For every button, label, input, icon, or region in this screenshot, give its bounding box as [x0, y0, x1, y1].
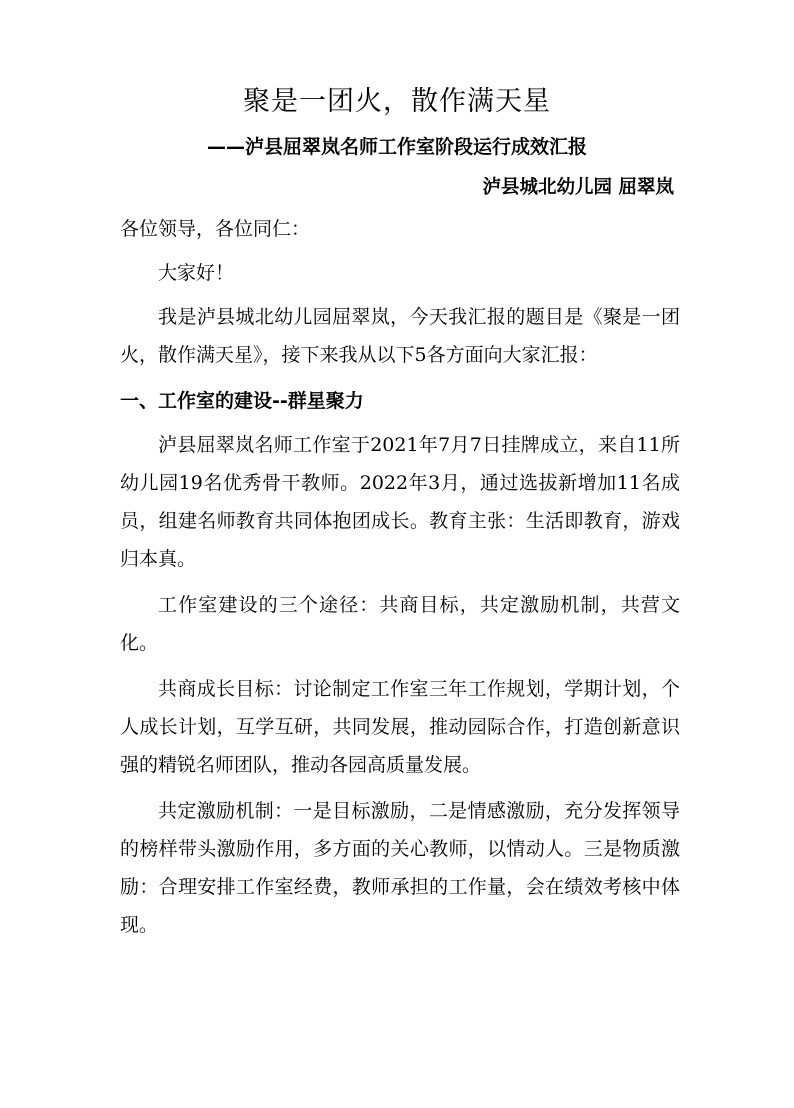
section1-paragraph-4: 共定激励机制：一是目标激励，二是情感激励，充分发挥领导的榜样带头激励作用，多方面的关心教师，以情动人。三是物质激励：合理安排工作室经费，教师承担的工作量，会在绩效考核中体现。 [120, 800, 680, 936]
section1-paragraph-2: 工作室建设的三个途径：共商目标，共定激励机制，共营文化。 [120, 594, 680, 654]
greeting: 大家好！ [158, 262, 235, 284]
section1-paragraph-3: 共商成长目标：讨论制定工作室三年工作规划，学期计划，个人成长计划，互学互研，共同发展，推动园际合作，打造创新意识强的精锐名师团队，推动各园高质量发展。 [120, 678, 680, 776]
document-title: 聚是一团火，散作满天星 [243, 86, 551, 117]
intro-paragraph: 我是泸县城北幼儿园屈翠岚，今天我汇报的题目是《聚是一团火，散作满天星》，接下来我从以下5各方面向大家汇报： [120, 306, 680, 366]
section1-paragraph-1: 泸县屈翠岚名师工作室于2021年7月7日挂牌成立，来自11所幼儿园19名优秀骨干教师。2022年3月，通过选拔新增加11名成员，组建名师教育共同体抱团成长。教育主张：生活即教育，游戏归本真。 [120, 434, 680, 570]
document-body [120, 210, 680, 952]
author-line: 泸县城北幼儿园 屈翠岚 [482, 177, 674, 198]
section-heading-1: 一、工作室的建设--群星聚力 [120, 390, 364, 412]
salutation: 各位领导，各位同仁： [120, 218, 311, 240]
document-subtitle: ——泸县屈翠岚名师工作室阶段运行成效汇报 [206, 136, 587, 158]
